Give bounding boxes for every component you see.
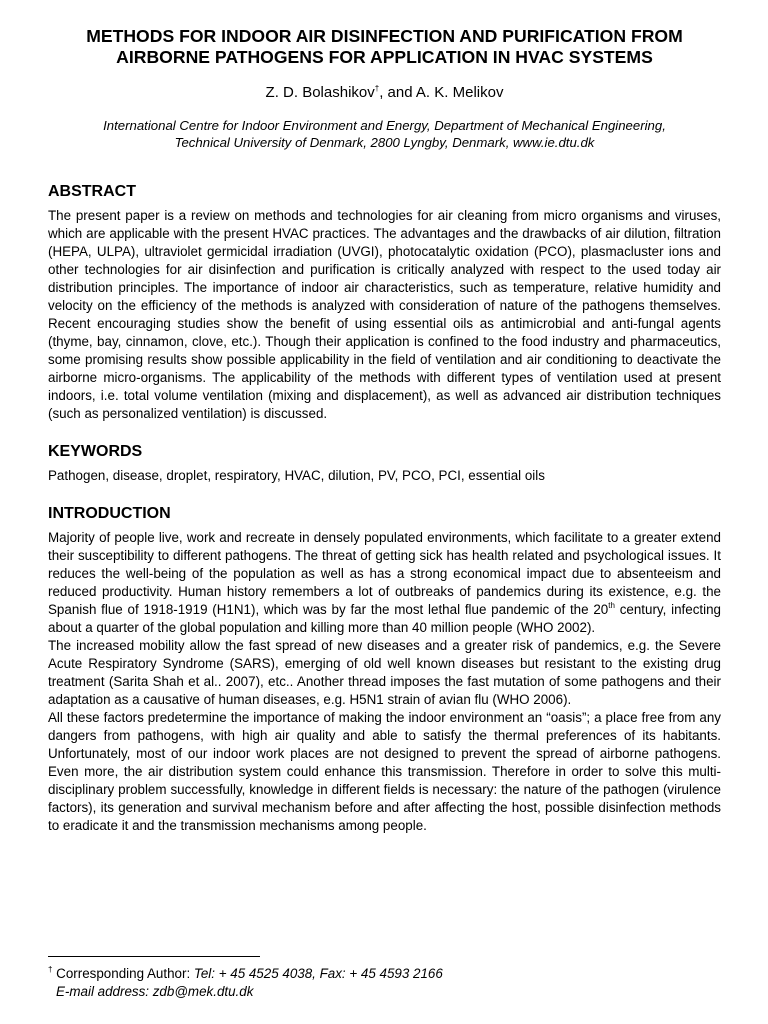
footnote-label: Corresponding Author: [52,966,194,981]
keywords-heading: KEYWORDS [48,443,143,460]
intro-p1-superscript: th [608,601,615,610]
intro-p1-part-a: Majority of people live, work and recreate in densely populated environments, which facilitate to a greater extend their susceptibility to different pathogens. The threat of getting sick has health related and psychological issues. It reduces the well-being of the population as well as has a strong economical impact due to absenteeism and reduced productivity. Human history remembers a lot of outbreaks of pandemics during its existence, e.g. the Spanish flue of 1918-1919 (H1N1), which was by far the most lethal flue pandemic of the 20 [48,530,721,617]
introduction-paragraph-2: The increased mobility allow the fast spread of new diseases and a greater risk of pandemics, e.g. the Severe Acute Respiratory Syndrome (SARS), emerging of old well known diseases but resistant to the existing drug treatment (Sarita Shah et al.. 2007), etc.. Another thread imposes the fast mutation of some pathogens and their adaptation as a causative of human diseases, e.g. H5N1 strain of avian flu (WHO 2006). [48,638,721,707]
introduction-paragraph-1 [48,529,721,637]
intro-p1-part-b: century, infecting about a quarter of the global population and killing more than 40 million people (WHO 2002). [48,602,721,635]
footnote-email: E-mail address: zdb@mek.dtu.dk [56,984,254,999]
paper-title: METHODS FOR INDOOR AIR DISINFECTION AND PURIFICATION FROM AIRBORNE PATHOGENS FOR APPLICATION IN HVAC SYSTEMS [86,26,683,67]
affiliation-line-2: Technical University of Denmark, 2800 Lyngby, Denmark, www.ie.dtu.dk [174,135,595,150]
introduction-heading: INTRODUCTION [48,505,171,522]
footnote [48,965,443,1001]
affiliation [48,117,721,151]
keywords-text: Pathogen, disease, droplet, respiratory, HVAC, dilution, PV, PCO, PCI, essential oils [48,468,545,483]
author-list [48,84,721,102]
footnote-dagger: † [48,965,53,974]
author-first: Z. D. Bolashikov [265,84,375,101]
introduction-section [48,504,721,835]
abstract-text: The present paper is a review on methods and technologies for air cleaning from micro organisms and viruses, which are applicable with the present HVAC practices. The advantages and the drawbacks of air dilution, filtration (HEPA, ULPA), ultraviolet germicidal irradiation (UVGI), photocatalytic oxidation (PCO), plasmacluster ions and other technologies for air disinfection and purification is critically analyzed with respect to the used today air distribution principles. The importance of indoor air characteristics, such as temperature, relative humidity and velocity on the efficiency of the methods is analyzed with consideration of nature of the pathogens themselves. Recent encouraging studies show the benefit of using essential oils as antimicrobial and anti-fungal agents (thyme, bay, cinnamon, clove, etc.). Though their application is confined to the food industry and pharmaceutics, some promising results show possible applicability in the field of ventilation and air conditioning to deactivate the airborne micro-organisms. The applicability of the methods with different types of ventilation used at present indoors, i.e. total volume ventilation (mixing and displacement), as well as advanced air distribution techniques (such as personalized ventilation) is discussed. [48,208,721,421]
footnote-divider [48,956,260,957]
affiliation-line-1: International Centre for Indoor Environment and Energy, Department of Mechanical Engineering, [103,118,666,133]
abstract-heading: ABSTRACT [48,183,136,200]
paper-page [48,26,721,835]
author-dagger: † [374,84,380,93]
keywords-section [48,442,721,485]
footnote-line-1 [48,965,443,983]
author-rest: , and A. K. Melikov [379,84,504,101]
footnote-contact: Tel: + 45 4525 4038, Fax: + 45 4593 2166 [193,966,443,981]
introduction-paragraph-3: All these factors predetermine the importance of making the indoor environment an “oasis”; a place free from any dangers from pathogens, with high air quality and able to satisfy the thermal preferences of its habitants. Unfortunately, most of our indoor work places are not designed to prevent the spread of airborne pathogens. Even more, the air distribution system could enhance this transmission. Therefore in order to solve this multi-disciplinary problem successfully, knowledge in different fields is necessary: the nature of the pathogen (virulence factors), its generation and survival mechanism before and after affecting the host, possible disinfection methods to eradicate it and the transmission mechanisms among people. [48,710,721,833]
abstract-section [48,182,721,423]
